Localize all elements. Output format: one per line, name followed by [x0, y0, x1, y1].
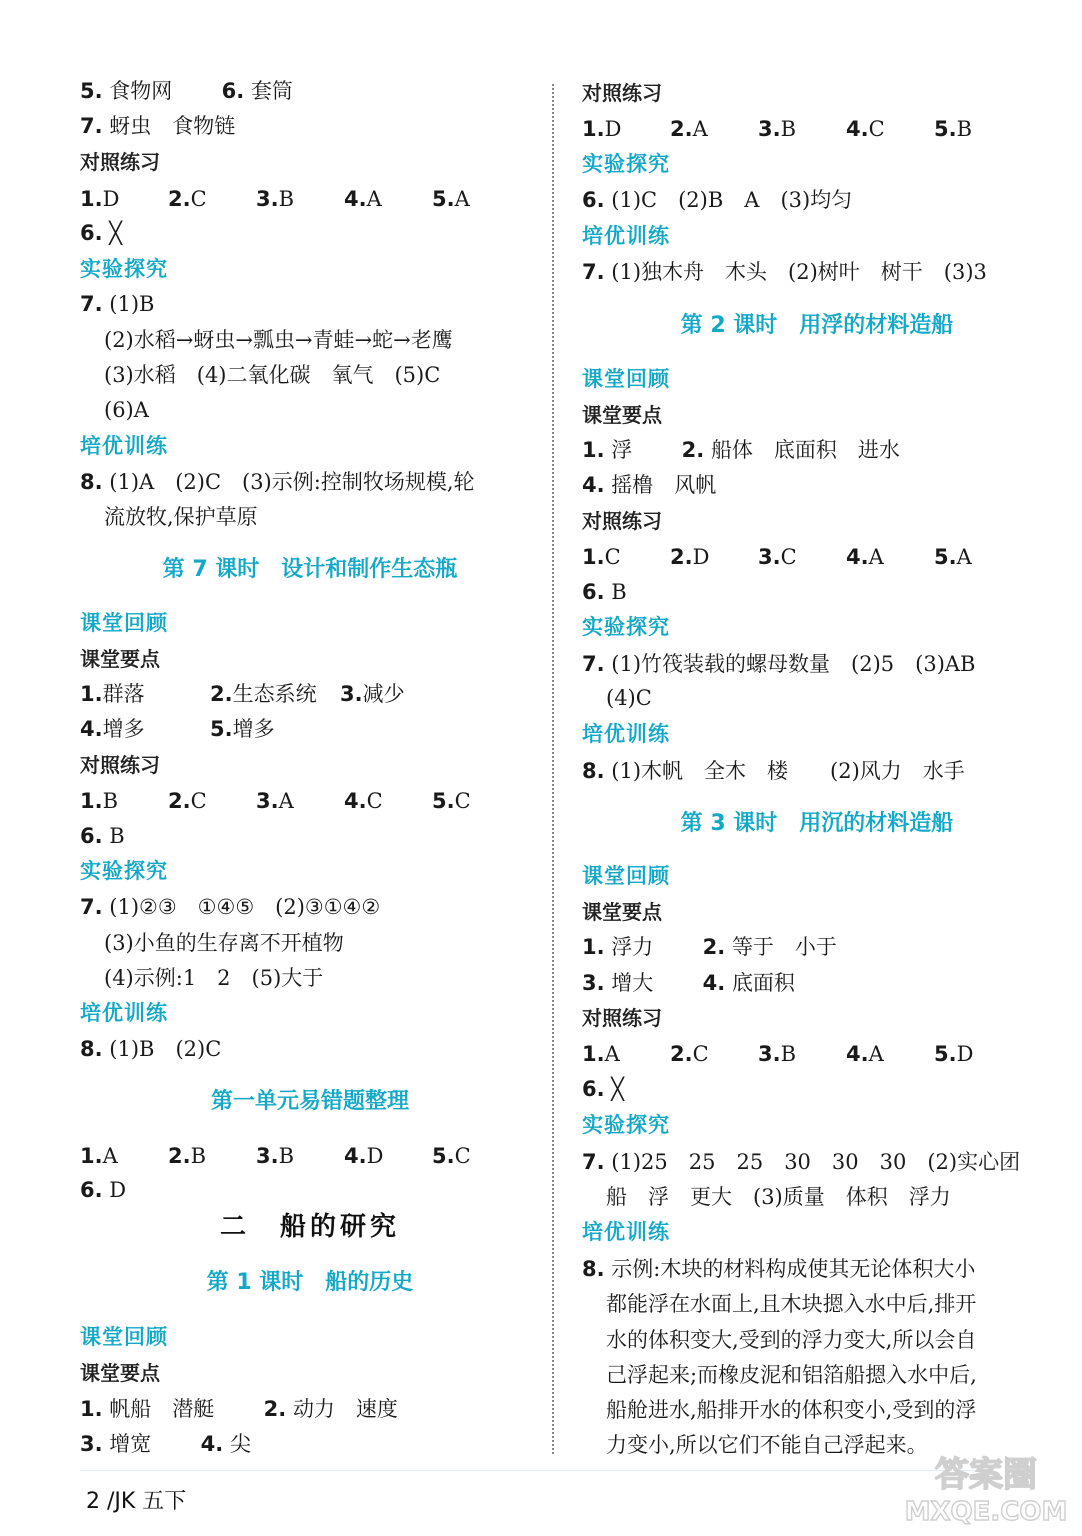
answer-line	[80, 219, 122, 247]
item-number: 4.	[344, 187, 367, 211]
section-heading: 实验探究	[582, 615, 670, 639]
answer-text: (1)B	[109, 292, 155, 316]
answer-item	[344, 787, 432, 815]
answer-line	[582, 186, 852, 214]
item-number: 2.	[670, 1042, 693, 1066]
answer-text: B	[278, 187, 295, 211]
subsection-heading: 课堂要点	[582, 403, 662, 427]
item-number: 7.	[80, 114, 103, 138]
answer-row	[80, 715, 340, 743]
subsection-heading: 对照练习	[582, 81, 662, 105]
section-heading: 实验探究	[582, 1113, 670, 1137]
item-number: 4.	[846, 117, 869, 141]
lesson-title: 第 7 课时 设计和制作生态瓶	[162, 557, 458, 582]
section-heading: 课堂回顾	[80, 1325, 168, 1349]
item-number: 7.	[582, 1150, 605, 1174]
answer-text: 套筒	[250, 79, 293, 103]
item-number: 1.	[582, 438, 605, 462]
answer-text: (1)C (2)B A (3)均匀	[611, 188, 853, 212]
item-number: 3.	[256, 187, 279, 211]
item-number: 3.	[758, 545, 781, 569]
answer-item	[758, 1040, 846, 1068]
item-number: 2.	[670, 545, 693, 569]
answer-text: (1)A (2)C (3)示例:控制牧场规模,轮	[109, 470, 475, 494]
answer-text: 等于 小于	[731, 935, 837, 959]
answer-text: 水的体积变大,受到的浮力变大,所以会自	[606, 1328, 977, 1352]
section-heading: 培优训练	[582, 1220, 670, 1244]
answer-text: (3)水稻 (4)二氧化碳 氧气 (5)C	[104, 363, 441, 387]
watermark-text: 答案圈	[935, 1455, 1037, 1495]
answer-text: (4)示例:1 2 (5)大于	[104, 966, 324, 990]
answer-text: D	[956, 1042, 974, 1066]
item-number: 7.	[582, 260, 605, 284]
cross-mark-icon: ╳	[109, 221, 122, 245]
item-number: 5.	[210, 717, 233, 741]
answer-text: 船体 底面积 进水	[710, 438, 900, 462]
answer-text: D	[604, 117, 622, 141]
answer-item	[582, 115, 670, 143]
item-number: 6.	[221, 79, 245, 103]
item-number: 6.	[80, 221, 103, 245]
answer-item	[934, 543, 1022, 571]
answer-text: B	[109, 824, 125, 848]
page-footer: 2 /JK 五下	[86, 1489, 187, 1514]
answer-text: C	[190, 187, 207, 211]
answer-text: D	[109, 1178, 127, 1202]
answer-line	[582, 1075, 624, 1103]
answer-item	[80, 1142, 168, 1170]
answer-text: 流放牧,保护草原	[104, 505, 258, 529]
answer-line	[80, 893, 380, 921]
answer-text: A	[366, 187, 382, 211]
unit-title: 二 船的研究	[219, 1212, 400, 1242]
subsection-heading: 课堂要点	[80, 1361, 160, 1385]
section-heading: 培优训练	[80, 434, 168, 458]
answer-line	[80, 1035, 221, 1063]
answer-item	[256, 1142, 344, 1170]
subsection-heading: 对照练习	[80, 753, 160, 777]
item-number: 8.	[80, 1037, 103, 1061]
answer-line	[582, 650, 975, 678]
answer-text: A	[868, 1042, 884, 1066]
item-number: 3.	[582, 971, 605, 995]
item-number: 8.	[582, 1257, 605, 1281]
subsection-heading: 对照练习	[80, 150, 160, 174]
review-title: 第一单元易错题整理	[210, 1089, 409, 1114]
item-number: 7.	[80, 292, 103, 316]
answer-text: A	[102, 1144, 118, 1168]
answer-text: 船舱进水,船排开水的体积变小,受到的浮	[606, 1398, 977, 1422]
answer-line	[80, 290, 154, 318]
item-number: 1.	[582, 935, 605, 959]
item-number: 5.	[432, 1144, 455, 1168]
subsection-heading: 对照练习	[582, 1006, 662, 1030]
item-number: 5.	[432, 187, 455, 211]
answer-text: B	[611, 580, 627, 604]
item-number: 4.	[200, 1432, 224, 1456]
answer-item	[80, 715, 210, 743]
item-number: 7.	[80, 895, 103, 919]
answer-text: B	[780, 1042, 797, 1066]
answer-text: 尖	[229, 1432, 251, 1456]
answer-text: C	[780, 545, 797, 569]
item-number: 2.	[681, 438, 705, 462]
answer-item	[934, 1040, 1022, 1068]
answer-line	[80, 1176, 126, 1204]
answer-text: D	[692, 545, 710, 569]
item-number: 6.	[80, 1178, 103, 1202]
answer-text: A	[604, 1042, 620, 1066]
item-number: 5.	[934, 545, 957, 569]
watermark-text: MXQE.COM	[904, 1497, 1068, 1527]
answer-text: 生态系统	[232, 682, 317, 706]
item-number: 2.	[168, 789, 191, 813]
answer-text: A	[956, 545, 972, 569]
answer-item	[80, 185, 168, 213]
subsection-heading: 对照练习	[582, 509, 662, 533]
answer-text: (2)水稻→蚜虫→瓢虫→青蛙→蛇→老鹰	[104, 328, 453, 352]
answer-line	[582, 933, 837, 961]
item-number: 4.	[344, 789, 367, 813]
answer-line	[582, 471, 716, 499]
answer-line	[80, 112, 235, 140]
item-number: 3.	[340, 682, 363, 706]
answer-text: 食物网	[109, 79, 173, 103]
section-heading: 课堂回顾	[582, 367, 670, 391]
item-number: 2.	[168, 1144, 191, 1168]
item-number: 4.	[846, 1042, 869, 1066]
answer-text: D	[366, 1144, 384, 1168]
answer-row	[582, 1040, 1022, 1068]
answer-item	[210, 715, 340, 743]
item-number: 4.	[846, 545, 869, 569]
answer-text: (1)25 25 25 30 30 30 (2)实心团	[611, 1150, 1021, 1174]
answer-row	[80, 185, 520, 213]
item-number: 5.	[432, 789, 455, 813]
answer-text: C	[454, 1144, 471, 1168]
item-number: 8.	[80, 470, 103, 494]
item-number: 3.	[758, 117, 781, 141]
item-number: 1.	[80, 1144, 103, 1168]
answer-row	[80, 787, 520, 815]
answer-item	[846, 115, 934, 143]
answer-text: B	[102, 789, 119, 813]
lesson-title: 第 2 课时 用浮的材料造船	[680, 313, 954, 338]
answer-text: 摇橹 风帆	[611, 473, 717, 497]
section-heading: 实验探究	[80, 257, 168, 281]
answer-line	[582, 578, 627, 606]
answer-text: B	[780, 117, 797, 141]
answer-item	[582, 543, 670, 571]
section-heading: 课堂回顾	[582, 864, 670, 888]
answer-text: (1)②③ ①④⑤ (2)③①④②	[109, 895, 381, 919]
answer-item	[670, 543, 758, 571]
lesson-title: 第 3 课时 用沉的材料造船	[680, 811, 954, 836]
answer-row	[582, 115, 1022, 143]
answer-text: 增大	[611, 971, 654, 995]
item-number: 5.	[934, 117, 957, 141]
answer-text: B	[278, 1144, 295, 1168]
item-number: 3.	[256, 1144, 279, 1168]
section-heading: 培优训练	[80, 1001, 168, 1025]
watermark-logo	[900, 1448, 1070, 1528]
item-number: 6.	[582, 1077, 605, 1101]
answer-line	[80, 468, 475, 496]
answer-text: A	[692, 117, 708, 141]
item-number: 8.	[582, 759, 605, 783]
item-number: 2.	[670, 117, 693, 141]
answer-item	[168, 1142, 256, 1170]
answer-text: B	[956, 117, 973, 141]
answer-text: C	[454, 789, 471, 813]
answer-item	[846, 543, 934, 571]
answer-text: C	[366, 789, 383, 813]
section-heading: 实验探究	[80, 859, 168, 883]
answer-text: 帆船 潜艇	[109, 1397, 215, 1421]
answer-item	[934, 115, 1022, 143]
answer-text: A	[454, 187, 470, 211]
item-number: 1.	[80, 1397, 103, 1421]
item-number: 5.	[80, 79, 103, 103]
answer-text: (1)独木舟 木头 (2)树叶 树干 (3)3	[611, 260, 987, 284]
answer-line	[582, 258, 987, 286]
answer-text: A	[868, 545, 884, 569]
answer-text: C	[868, 117, 885, 141]
section-heading: 实验探究	[582, 152, 670, 176]
answer-item	[670, 1040, 758, 1068]
item-number: 2.	[702, 935, 726, 959]
section-heading: 课堂回顾	[80, 611, 168, 635]
answer-text: A	[278, 789, 294, 813]
item-number: 3.	[256, 789, 279, 813]
item-number: 3.	[80, 1432, 103, 1456]
answer-text: (1)木帆 全木 楼 (2)风力 水手	[611, 759, 965, 783]
answer-text: 群落	[102, 682, 145, 706]
answer-item	[168, 787, 256, 815]
section-heading: 培优训练	[582, 224, 670, 248]
answer-text: 增多	[102, 717, 145, 741]
answer-item	[210, 680, 340, 708]
item-number: 6.	[582, 188, 605, 212]
item-number: 6.	[80, 824, 103, 848]
answer-item	[432, 1142, 520, 1170]
answer-line	[582, 969, 795, 997]
answer-text: 示例:木块的材料构成使其无论体积大小	[611, 1257, 976, 1281]
answer-item	[846, 1040, 934, 1068]
item-number: 3.	[758, 1042, 781, 1066]
answer-item	[432, 185, 520, 213]
answer-text: 增多	[232, 717, 275, 741]
answer-item	[256, 185, 344, 213]
item-number: 7.	[582, 652, 605, 676]
answer-line	[582, 1255, 975, 1283]
item-number: 5.	[934, 1042, 957, 1066]
answer-item	[340, 680, 470, 708]
answer-text: 增宽	[109, 1432, 152, 1456]
column-divider	[552, 84, 554, 1454]
answer-text: (4)C	[606, 686, 652, 710]
answer-text: 力变小,所以它们不能自己浮起来。	[606, 1433, 928, 1457]
answer-text: 蚜虫 食物链	[109, 114, 236, 138]
item-number: 2.	[210, 682, 233, 706]
answer-text: C	[692, 1042, 709, 1066]
answer-line	[80, 77, 293, 105]
answer-text: 己浮起来;而橡皮泥和铝箔船摁入水中后,	[606, 1363, 977, 1387]
item-number: 4.	[702, 971, 726, 995]
answer-row	[80, 680, 470, 708]
answer-item	[582, 1040, 670, 1068]
answer-line	[582, 436, 900, 464]
answer-text: (1)竹筏装载的螺母数量 (2)5 (3)AB	[611, 652, 976, 676]
answer-text: 动力 速度	[292, 1397, 398, 1421]
item-number: 1.	[80, 682, 103, 706]
item-number: 1.	[80, 789, 103, 813]
answer-item	[758, 543, 846, 571]
answer-item	[344, 185, 432, 213]
answer-row	[80, 1142, 520, 1170]
answer-text: (6)A	[104, 398, 149, 422]
item-number: 2.	[263, 1397, 287, 1421]
answer-text: D	[102, 187, 120, 211]
answer-line	[80, 822, 125, 850]
item-number: 4.	[582, 473, 605, 497]
answer-item	[168, 185, 256, 213]
answer-text: (3)小鱼的生存离不开植物	[104, 931, 344, 955]
answer-line	[582, 1148, 1020, 1176]
answer-item	[80, 680, 210, 708]
answer-text: (1)B (2)C	[109, 1037, 222, 1061]
item-number: 4.	[80, 717, 103, 741]
answer-text: B	[190, 1144, 207, 1168]
item-number: 1.	[582, 117, 605, 141]
answer-item	[670, 115, 758, 143]
item-number: 4.	[344, 1144, 367, 1168]
subsection-heading: 课堂要点	[80, 647, 160, 671]
answer-line	[80, 1430, 251, 1458]
answer-text: C	[604, 545, 621, 569]
item-number: 1.	[582, 545, 605, 569]
section-heading: 培优训练	[582, 722, 670, 746]
answer-item	[256, 787, 344, 815]
answer-text: 底面积	[731, 971, 795, 995]
answer-text: 浮	[611, 438, 633, 462]
answer-item	[432, 787, 520, 815]
subsection-heading: 课堂要点	[582, 900, 662, 924]
answer-item	[344, 1142, 432, 1170]
answer-text: 船 浮 更大 (3)质量 体积 浮力	[606, 1185, 951, 1209]
answer-item	[758, 115, 846, 143]
answer-text: 浮力	[611, 935, 654, 959]
answer-item	[80, 787, 168, 815]
answer-text: 都能浮在水面上,且木块摁入水中后,排开	[606, 1292, 977, 1316]
answer-line	[80, 1395, 398, 1423]
answer-text: C	[190, 789, 207, 813]
answer-text: 减少	[362, 682, 405, 706]
cross-mark-icon: ╳	[611, 1077, 624, 1101]
answer-row	[582, 543, 1022, 571]
item-number: 6.	[582, 580, 605, 604]
footer-rule	[80, 1470, 980, 1471]
answer-line	[582, 757, 965, 785]
lesson-title: 第 1 课时 船的历史	[206, 1270, 414, 1295]
item-number: 2.	[168, 187, 191, 211]
item-number: 1.	[582, 1042, 605, 1066]
item-number: 1.	[80, 187, 103, 211]
